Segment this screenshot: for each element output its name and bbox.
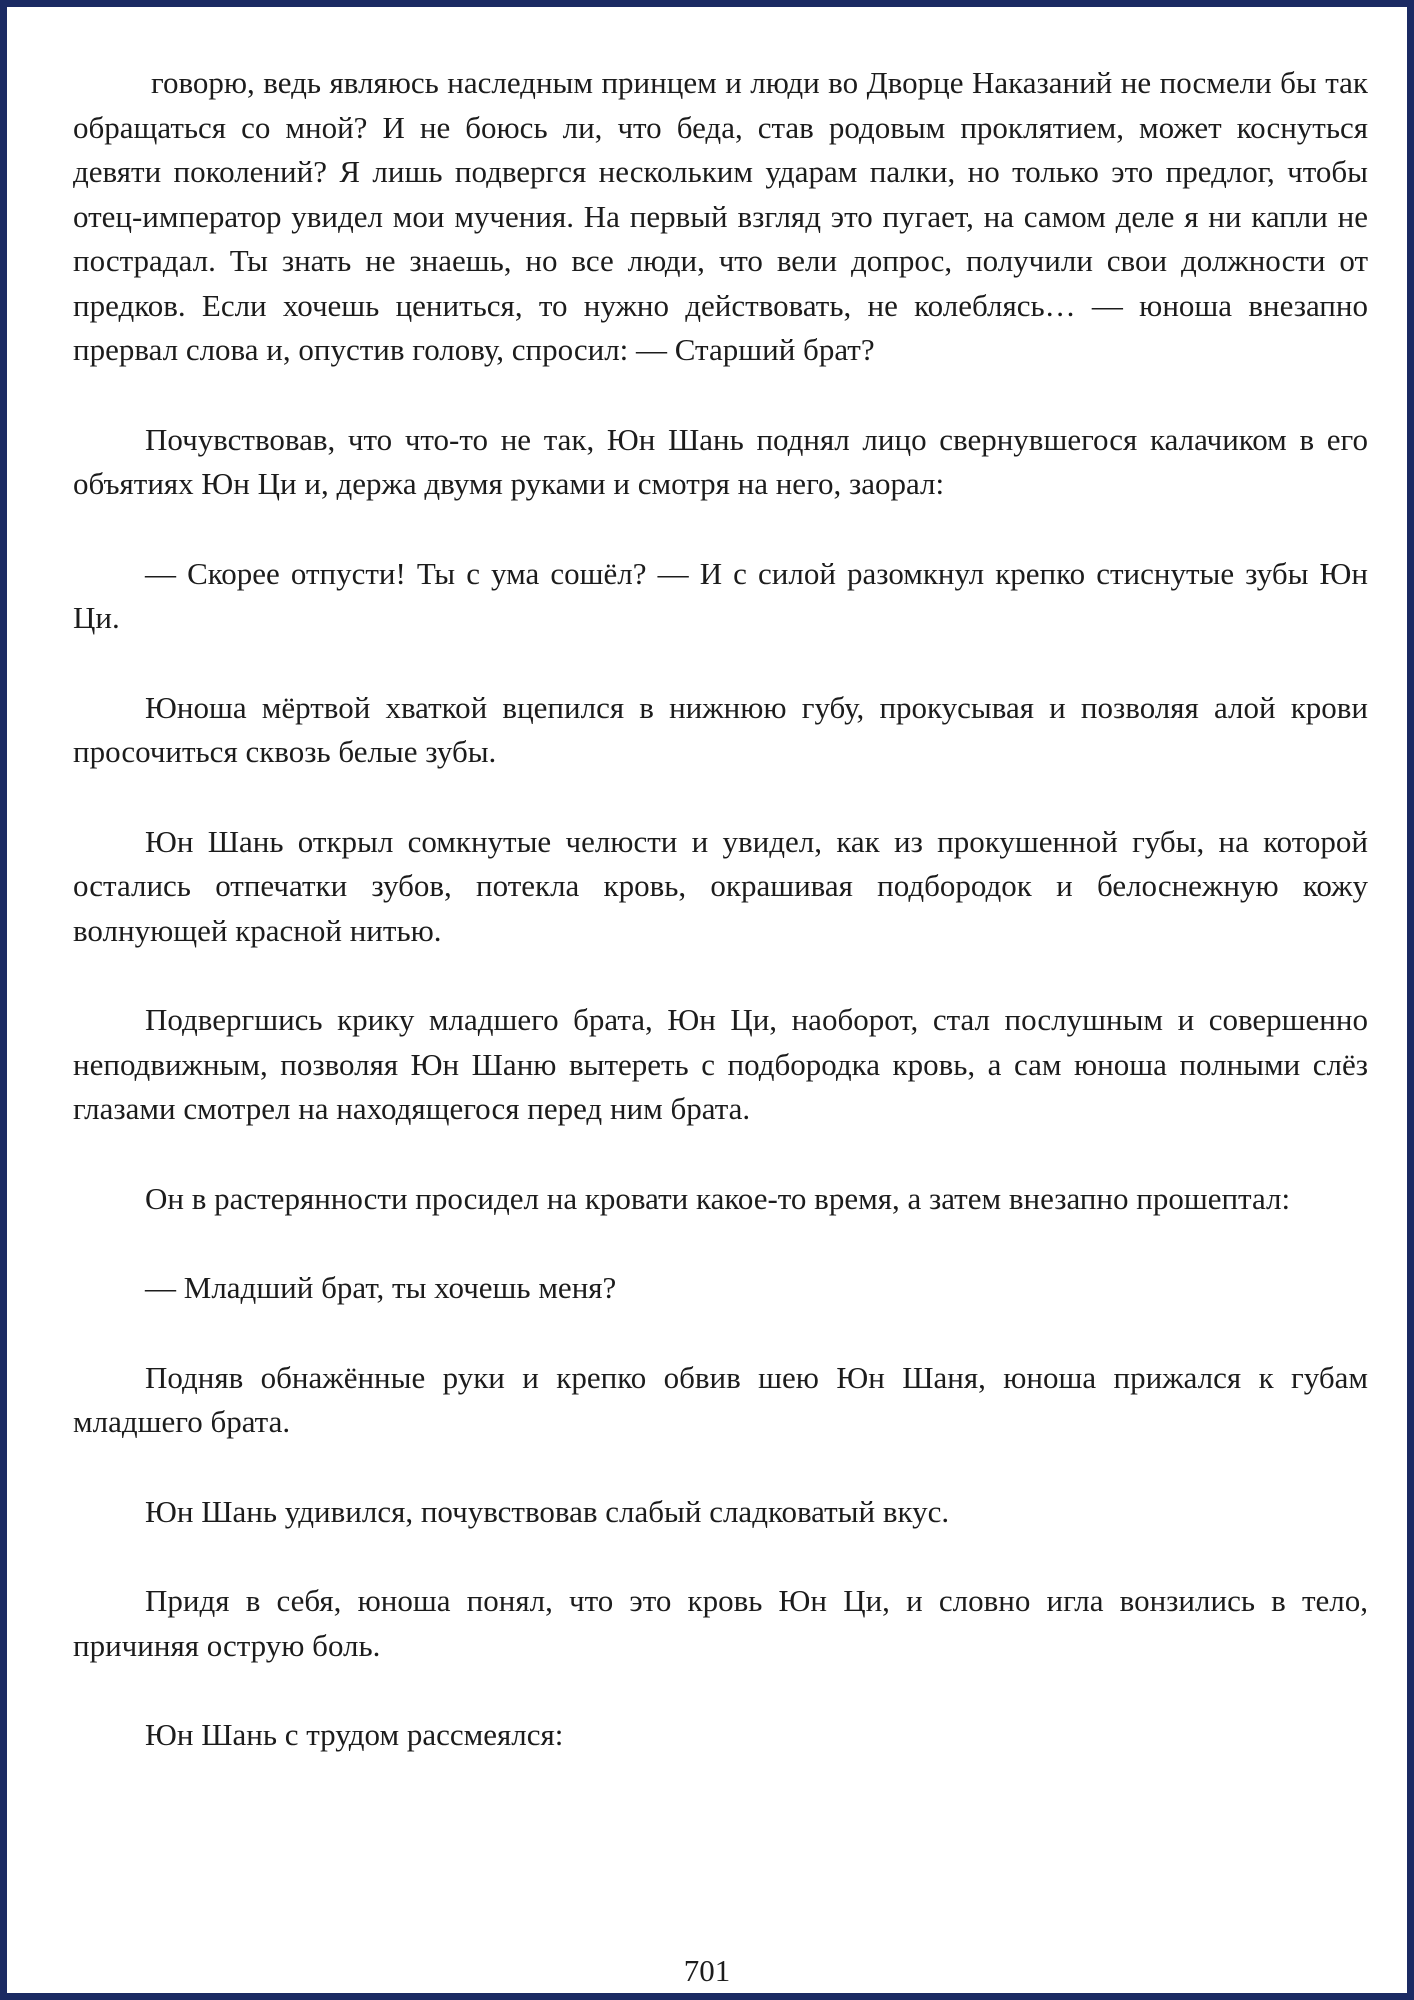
paragraph: Он в растерянности просидел на кровати какое-то время, а затем внезапно прошептал: (145, 1180, 1291, 1216)
paragraph: Почувствовав, что что-то не так, Юн Шань поднял лицо свернувшегося калачиком в его объятиях Юн Ци и, держа двумя руками и смотря на него, заорал: (73, 421, 1368, 501)
paragraph: говорю, ведь являюсь наследным принцем и люди во Дворце Наказаний не посмели бы так обращаться со мной? И не боюсь ли, что беда, став родовым проклятием, может коснуться девяти поколений? Я лишь подвергся нескольким ударам палки, но только это предлог, чтобы отец-император увидел мои мучения. На первый взгляд это пугает, на самом деле я ни капли не пострадал. Ты знать не знаешь, но все люди, что вели допрос, получили свои должности от предков. Если хочешь цениться, то нужно действовать, не колеблясь… — юноша внезапно прервал слова и, опустив голову, спросил: — Старший брат? (73, 65, 1368, 367)
paragraph: Подняв обнажённые руки и крепко обвив шею Юн Шаня, юноша прижался к губам младшего брата. (73, 1359, 1368, 1439)
paragraph: — Скорее отпусти! Ты с ума сошёл? — И с силой разомкнул крепко стиснутые зубы Юн Ци. (73, 555, 1368, 635)
page-body-text (73, 61, 1368, 1803)
paragraph: Придя в себя, юноша понял, что это кровь Юн Ци, и словно игла вонзились в тело, причиняя острую боль. (73, 1583, 1368, 1663)
paragraph: Юн Шань открыл сомкнутые челюсти и увидел, как из прокушенной губы, на которой остались отпечатки зубов, потекла кровь, окрашивая подбородок и белоснежную кожу волнующей красной нитью. (73, 823, 1368, 948)
page-number: 701 (683, 1953, 731, 1988)
paragraph: Юноша мёртвой хваткой вцепился в нижнюю губу, прокусывая и позволяя алой крови просочиться сквозь белые зубы. (73, 689, 1368, 769)
paragraph: — Младший брат, ты хочешь меня? (145, 1270, 617, 1305)
paragraph: Юн Шань удивился, почувствовав слабый сладковатый вкус. (145, 1493, 950, 1529)
paragraph: Подвергшись крику младшего брата, Юн Ци, наоборот, стал послушным и совершенно неподвижным, позволяя Юн Шаню вытереть с подбородка кровь, а сам юноша полными слёз глазами смотрел на находящегося перед ним брата. (73, 1002, 1368, 1126)
paragraph: Юн Шань с трудом рассмеялся: (145, 1717, 564, 1752)
